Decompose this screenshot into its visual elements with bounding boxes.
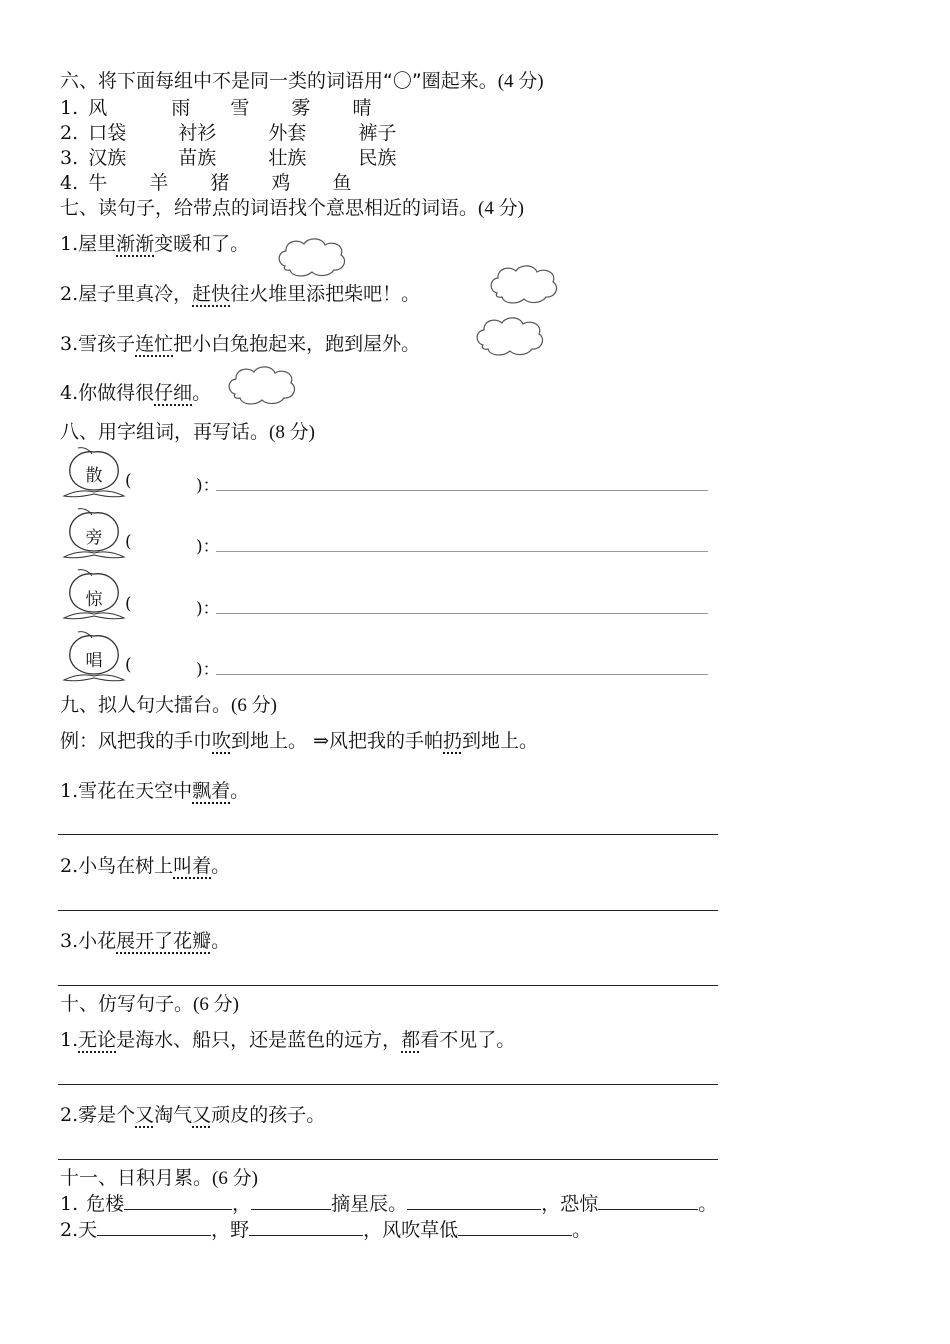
answer-line[interactable]: [58, 985, 718, 986]
sentence-text: 3.小花: [60, 930, 117, 952]
section-11-title-text: 十一、日积月累。: [60, 1167, 213, 1189]
fill-blank[interactable]: [407, 1191, 541, 1210]
sentence-text: 1.屋里: [60, 233, 117, 255]
s7-item-3: [60, 329, 420, 356]
fill-blank[interactable]: [598, 1191, 698, 1210]
paren-close: [196, 655, 220, 680]
item-num: 1.: [60, 1193, 79, 1215]
group-num: 3.: [60, 147, 79, 169]
paren-close-text: )：: [196, 660, 220, 680]
sentence-text: 。: [192, 382, 212, 404]
section-6-title-text: 六、将下面每组中不是同一类的词语用“〇”圈起来。: [60, 70, 498, 92]
s10-item-1: [60, 1025, 515, 1052]
poem-text: 2.天: [60, 1219, 98, 1241]
section-7-title-text: 七、读句子，给带点的词语找个意思相近的词语。: [60, 197, 479, 219]
section-9-title-text: 九、拟人句大擂台。: [60, 694, 232, 716]
fill-blank[interactable]: [251, 1191, 331, 1210]
paren-open-text: (: [125, 655, 132, 675]
answer-line[interactable]: [58, 1159, 718, 1160]
word[interactable]: 猪: [210, 172, 230, 194]
sentence-text: 看不见了。: [420, 1029, 516, 1051]
paren-open-text: (: [125, 471, 132, 491]
word[interactable]: 民族: [358, 147, 397, 169]
section-10-title: [60, 989, 239, 1016]
sentence-text: 。: [211, 855, 231, 877]
example-text: 例：风把我的手巾: [60, 730, 213, 752]
write-line[interactable]: [216, 490, 708, 491]
word[interactable]: 鸡: [271, 172, 291, 194]
word[interactable]: 苗族: [178, 147, 217, 169]
section-11-title: [60, 1163, 258, 1190]
word[interactable]: 雨: [171, 97, 191, 119]
word[interactable]: 汉族: [88, 147, 127, 169]
section-8-title-text: 八、用字组词，再写话。: [60, 421, 270, 443]
s6-group-4: [60, 168, 351, 195]
s9-item-1: [60, 776, 249, 803]
fill-blank[interactable]: [124, 1191, 232, 1210]
dotted-text: 扔: [443, 730, 463, 752]
sentence-text: 变暖和了。: [154, 233, 250, 255]
dotted-text: 飘着: [192, 780, 231, 802]
answer-cloud-4[interactable]: [227, 364, 297, 406]
word[interactable]: 裤子: [358, 122, 397, 144]
peach-char: 唱: [85, 651, 103, 671]
section-6-title: [60, 66, 544, 93]
example-text: 到地上。: [462, 730, 539, 752]
peach-char: 旁: [85, 528, 103, 548]
answer-cloud-3[interactable]: [475, 315, 545, 357]
sentence-text: 往火堆里添把柴吧！。: [230, 283, 421, 305]
dotted-text: 展开了花瓣: [116, 930, 212, 952]
write-line[interactable]: [216, 551, 708, 552]
word[interactable]: 鱼: [332, 172, 352, 194]
fill-blank[interactable]: [249, 1217, 363, 1236]
item-num: 1.: [60, 1029, 79, 1051]
dotted-text: 又: [192, 1104, 212, 1126]
section-7-score: (4 分): [478, 198, 524, 219]
section-9-score: (6 分): [231, 695, 277, 716]
group-num: 4.: [60, 172, 79, 194]
s7-item-4: [60, 378, 211, 405]
word[interactable]: 晴: [352, 97, 372, 119]
sentence-text: 。: [211, 930, 231, 952]
sentence-text: 顽皮的孩子。: [211, 1104, 326, 1126]
section-8-score: (8 分): [269, 422, 315, 443]
paren-open: [125, 471, 132, 491]
dotted-text: 叫着: [173, 855, 212, 877]
s6-group-1: [60, 93, 371, 120]
paren-close-text: )：: [196, 537, 220, 557]
paren-open-text: (: [125, 594, 132, 614]
dotted-text: 都: [401, 1029, 421, 1051]
s6-group-2: [60, 118, 396, 145]
paren-close-text: )：: [196, 476, 220, 496]
dotted-text: 赶快: [192, 283, 231, 305]
sentence-text: 2.小鸟在树上: [60, 855, 174, 877]
s11-line-1: [60, 1189, 717, 1216]
section-11-score: (6 分): [212, 1168, 258, 1189]
section-10-score: (6 分): [193, 994, 239, 1015]
paren-open-text: (: [125, 532, 132, 552]
answer-cloud-2[interactable]: [489, 263, 559, 305]
sentence-text: 把小白兔抱起来，跑到屋外。: [173, 333, 421, 355]
paren-close: [196, 594, 220, 619]
sentence-text: 2.屋子里真冷，: [60, 283, 193, 305]
s6-group-3: [60, 143, 396, 170]
poem-text: ，恐惊: [541, 1193, 599, 1215]
s9-example: [60, 726, 538, 753]
paren-close-text: )：: [196, 599, 220, 619]
word[interactable]: 雾: [291, 97, 311, 119]
section-10-title-text: 十、仿写句子。: [60, 993, 194, 1015]
s11-line-2: [60, 1215, 591, 1242]
sentence-text: 是海水、船只，还是蓝色的远方，: [116, 1029, 402, 1051]
s7-item-1: [60, 229, 249, 256]
s9-item-3: [60, 926, 230, 953]
sentence-text: 淘气: [154, 1104, 193, 1126]
poem-text: ，: [232, 1193, 252, 1215]
s9-item-2: [60, 851, 230, 878]
word[interactable]: 衬衫: [178, 122, 217, 144]
answer-cloud-1[interactable]: [277, 236, 347, 278]
peach-char: 惊: [85, 590, 103, 610]
poem-text: 危楼: [86, 1193, 125, 1215]
word[interactable]: 壮族: [268, 147, 307, 169]
poem-text: ，风吹草低: [363, 1219, 459, 1241]
example-text: 到地上。 ⇒风把我的手帕: [231, 730, 443, 752]
word[interactable]: 口袋: [88, 122, 127, 144]
dotted-text: 连忙: [135, 333, 174, 355]
fill-blank[interactable]: [97, 1217, 211, 1236]
dotted-text: 无论: [78, 1029, 117, 1051]
dotted-text: 又: [135, 1104, 155, 1126]
fill-blank[interactable]: [458, 1217, 572, 1236]
sentence-text: 2.雾是个: [60, 1104, 136, 1126]
sentence-text: 4.你做得很: [60, 382, 155, 404]
dotted-text: 渐渐: [116, 233, 155, 255]
poem-text: ，野: [211, 1219, 250, 1241]
peach-char: 散: [85, 466, 103, 486]
word[interactable]: 雪: [230, 97, 250, 119]
section-8-title: [60, 417, 315, 444]
group-num: 2.: [60, 122, 79, 144]
paren-close: [196, 532, 220, 557]
section-6-score: (4 分): [497, 71, 544, 92]
dotted-word: [116, 233, 154, 255]
s7-item-2: [60, 279, 420, 306]
word[interactable]: 牛: [88, 172, 108, 194]
answer-line[interactable]: [58, 1084, 718, 1085]
section-7-title: [60, 193, 524, 220]
write-line[interactable]: [216, 674, 708, 675]
paren-open: [125, 594, 132, 614]
sentence-text: 3.雪孩子: [60, 333, 136, 355]
paren-open: [125, 532, 132, 552]
poem-text: 。: [572, 1219, 592, 1241]
word[interactable]: 外套: [268, 122, 307, 144]
group-num: 1.: [60, 97, 79, 119]
sentence-text: 1.雪花在天空中: [60, 780, 193, 802]
paren-open: [125, 655, 132, 675]
word[interactable]: 羊: [149, 172, 169, 194]
answer-line[interactable]: [58, 910, 718, 911]
dotted-text: 吹: [212, 730, 232, 752]
paren-close: [196, 471, 220, 496]
answer-line[interactable]: [58, 834, 718, 835]
section-9-title: [60, 690, 277, 717]
poem-text: 摘星辰。: [331, 1193, 408, 1215]
poem-text: 。: [698, 1193, 718, 1215]
s10-item-2: [60, 1100, 325, 1127]
write-line[interactable]: [216, 613, 708, 614]
dotted-text: 仔细: [154, 382, 193, 404]
word[interactable]: 风: [88, 97, 108, 119]
sentence-text: 。: [230, 780, 250, 802]
